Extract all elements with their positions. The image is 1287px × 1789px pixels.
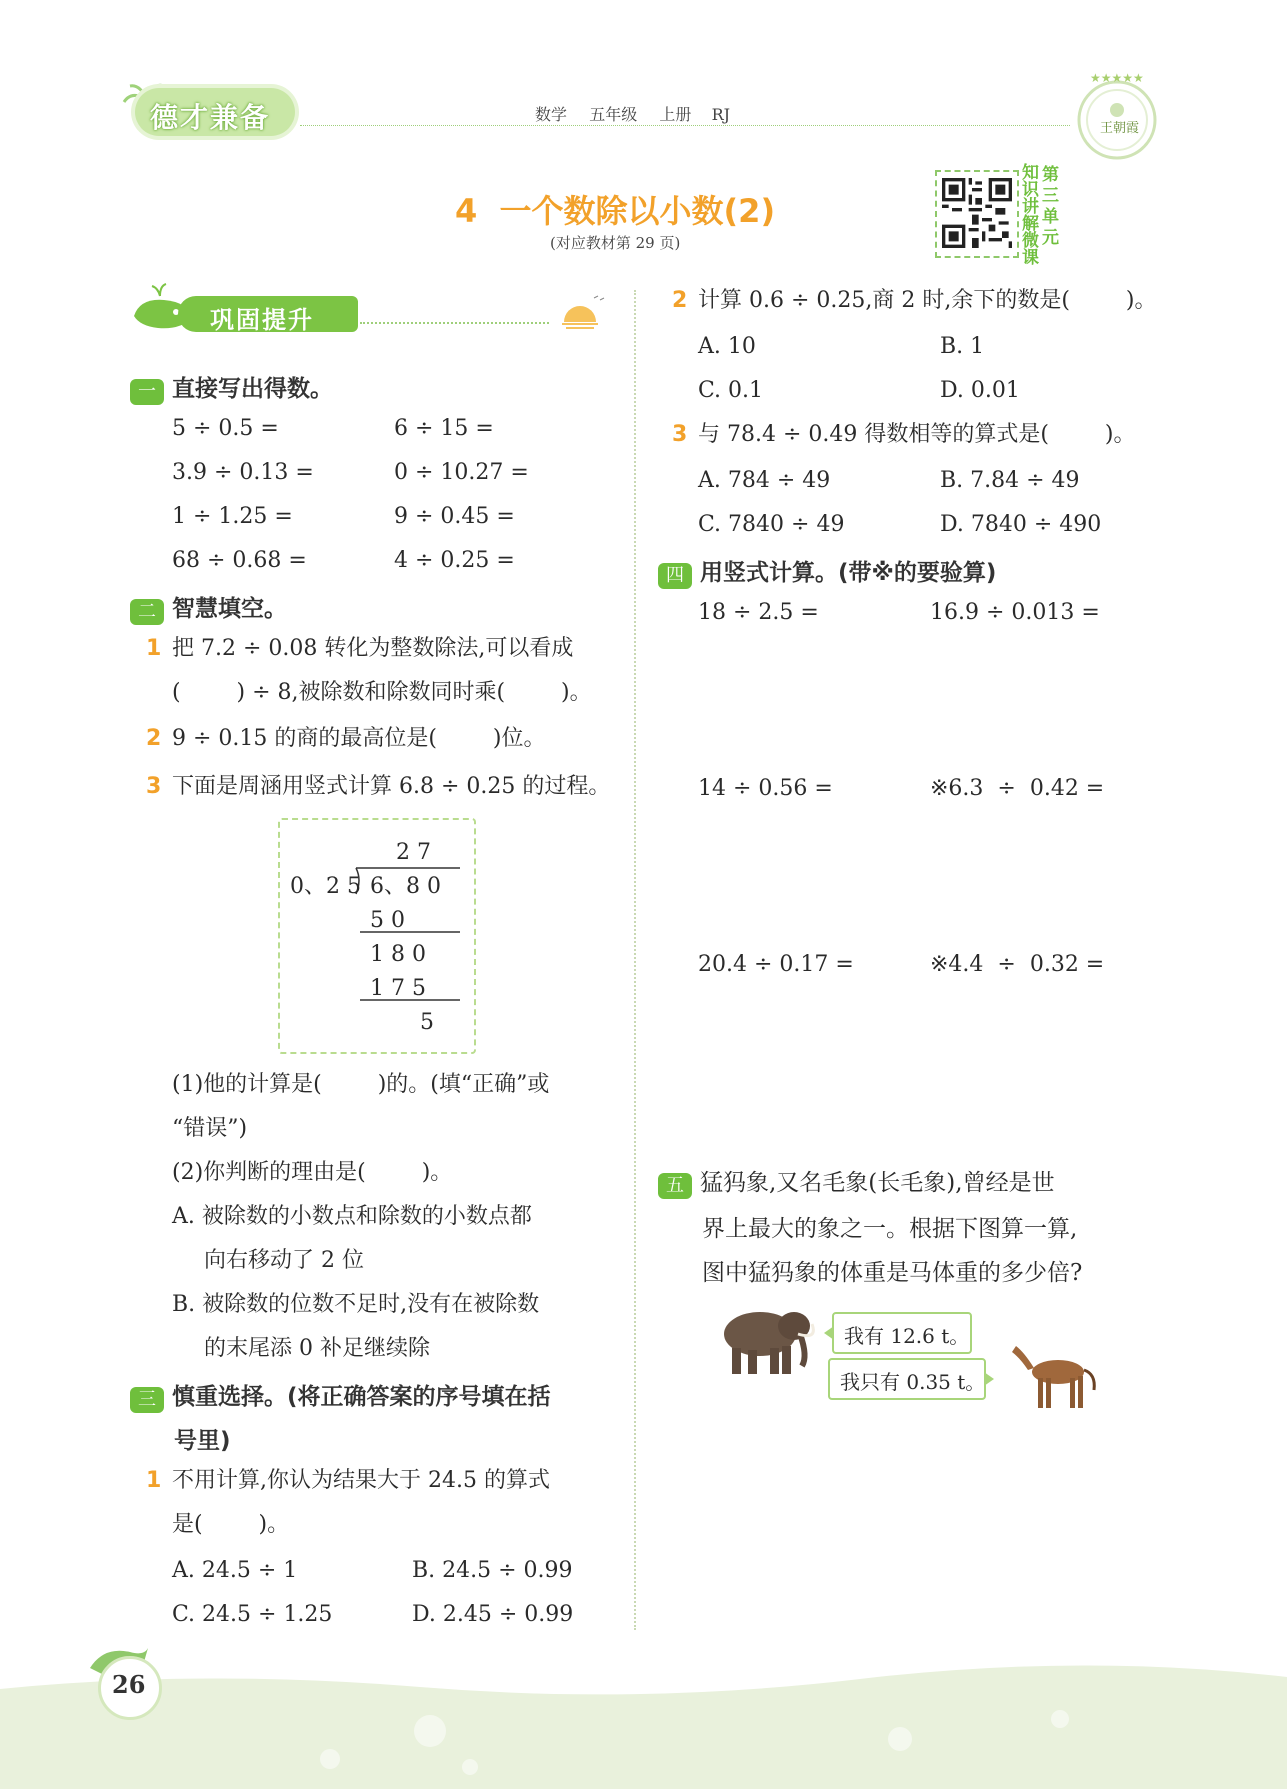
s1-item: 1 ÷ 1.25 =: [172, 504, 293, 529]
mammoth-speech-text: 我有 12.6 t。: [844, 1324, 970, 1348]
s2-q1-line2: ( ) ÷ 8,被除数和除数同时乘( )。: [172, 680, 592, 705]
header-info: [535, 102, 730, 125]
s3-q3-option: D. 7840 ÷ 490: [940, 512, 1102, 537]
section-banner: [130, 282, 610, 342]
s2-q1-line1: 把 7.2 ÷ 0.08 转化为整数除法,可以看成: [172, 636, 574, 661]
s4-item: 20.4 ÷ 0.17 =: [698, 952, 854, 977]
s3-q1-option: C. 24.5 ÷ 1.25: [172, 1602, 333, 1627]
sunset-icon: [550, 292, 610, 332]
mammoth-speech-bubble: [832, 1312, 972, 1354]
s1-item: 5 ÷ 0.5 =: [172, 416, 279, 441]
division-dividend: 6、8 0: [370, 874, 441, 899]
horse-speech-bubble: [828, 1358, 986, 1400]
s3-q2-option: B. 1: [940, 334, 985, 359]
s3-q3-option: C. 7840 ÷ 49: [698, 512, 845, 537]
qr-icon: [942, 178, 1012, 248]
page-title: 4 一个数除以小数(2): [455, 192, 776, 230]
section-2-heading: [130, 590, 287, 625]
section-5-line1: 猛犸象,又名毛象(长毛象),曾经是世: [700, 1170, 1055, 1196]
mammoth-illustration: [712, 1300, 822, 1380]
qr-side-label-b: 第三单元: [1042, 165, 1059, 248]
svg-text:★★★★★: ★★★★★: [1090, 71, 1144, 85]
page-subtitle: (对应教材第 29 页): [550, 234, 681, 252]
section-2-title: 智慧填空。: [172, 596, 287, 622]
s3-q2-option: A. 10: [698, 334, 756, 359]
section-4-heading: [658, 554, 996, 589]
s2-q3-p2: (2)你判断的理由是( )。: [172, 1160, 453, 1185]
s3-q1-option: B. 24.5 ÷ 0.99: [412, 1558, 573, 1583]
s4-item: 16.9 ÷ 0.013 =: [930, 600, 1100, 625]
s2-q3-option-b-line2: 的末尾添 0 补足继续除: [204, 1336, 430, 1361]
section-3-heading: [130, 1378, 551, 1413]
s1-item: 0 ÷ 10.27 =: [394, 460, 529, 485]
qr-code[interactable]: [935, 170, 1019, 258]
s3-q3-number: 3: [672, 422, 688, 447]
banner-label: 巩固提升: [210, 306, 314, 334]
division-quotient: 2 7: [396, 840, 431, 865]
section-1-badge: 一: [130, 379, 164, 405]
section-4-badge: 四: [658, 563, 692, 589]
s2-q3-text: 下面是周涵用竖式计算 6.8 ÷ 0.25 的过程。: [172, 774, 611, 799]
svg-text:王朝霞: 王朝霞: [1100, 121, 1140, 136]
header-subject: 数学: [535, 105, 568, 124]
column-divider: [634, 290, 636, 1630]
bubble-tail: [824, 1326, 834, 1340]
section-5-badge: 五: [658, 1173, 692, 1199]
horse-illustration: [1010, 1334, 1100, 1414]
header: [0, 60, 1287, 160]
s3-q1-option: D. 2.45 ÷ 0.99: [412, 1602, 574, 1627]
page-number: 26: [112, 1670, 146, 1699]
s4-item: 14 ÷ 0.56 =: [698, 776, 833, 801]
s4-item: ※4.4 ÷ 0.32 =: [930, 952, 1105, 977]
section-3-badge: 三: [130, 1387, 164, 1413]
s3-q2-number: 2: [672, 288, 688, 313]
s2-q3-p1-line1: (1)他的计算是( )的。(填“正确”或: [172, 1072, 550, 1097]
section-2-badge: 二: [130, 599, 164, 625]
division-lines: [280, 820, 474, 1052]
s3-q1-option: A. 24.5 ÷ 1: [172, 1558, 298, 1583]
footer-wave-decoration: [0, 1619, 1287, 1789]
s2-q3-p1-line2: “错误”): [172, 1116, 248, 1141]
header-logo-text: 德才兼备: [150, 101, 271, 134]
bubble-tail: [984, 1372, 994, 1386]
s2-q3-option-b-line1: B. 被除数的位数不足时,没有在被除数: [172, 1292, 540, 1317]
s3-q2-option: D. 0.01: [940, 378, 1020, 403]
division-remainder: 5: [420, 1010, 434, 1035]
s1-item: 4 ÷ 0.25 =: [394, 548, 515, 573]
s3-q1-line2: 是( )。: [172, 1512, 290, 1537]
section-1-title: 直接写出得数。: [172, 376, 333, 402]
s3-q1-line1: 不用计算,你认为结果大于 24.5 的算式: [172, 1468, 550, 1493]
s3-q3-option: A. 784 ÷ 49: [698, 468, 831, 493]
division-step2: 1 8 0: [370, 942, 426, 967]
header-rule: [300, 125, 1070, 126]
s1-item: 9 ÷ 0.45 =: [394, 504, 515, 529]
s1-item: 68 ÷ 0.68 =: [172, 548, 307, 573]
brand-seal-icon: [1070, 68, 1165, 163]
division-divisor: 0、2 5: [290, 874, 361, 899]
s2-q1-number: 1: [146, 636, 162, 661]
s4-item: ※6.3 ÷ 0.42 =: [930, 776, 1105, 801]
s3-q1-number: 1: [146, 1468, 162, 1493]
section-3-title-line2: 号里): [174, 1428, 231, 1454]
s2-q2-text: 9 ÷ 0.15 的商的最高位是( )位。: [172, 726, 546, 751]
s2-q2-number: 2: [146, 726, 162, 751]
section-3-title-line1: 慎重选择。(将正确答案的序号填在括: [172, 1384, 551, 1410]
section-5-line3: 图中猛犸象的体重是马体重的多少倍?: [702, 1260, 1083, 1286]
s4-item: 18 ÷ 2.5 =: [698, 600, 819, 625]
s1-item: 6 ÷ 15 =: [394, 416, 494, 441]
section-4-title: 用竖式计算。(带※的要验算): [700, 560, 997, 586]
division-step3: 1 7 5: [370, 976, 426, 1001]
section-5-line2: 界上最大的象之一。根据下图算一算,: [702, 1216, 1078, 1242]
section-5-heading: [658, 1170, 1055, 1199]
header-volume: 上册: [659, 105, 692, 124]
s2-q3-number: 3: [146, 774, 162, 799]
s2-q3-option-a-line1: A. 被除数的小数点和除数的小数点都: [172, 1204, 532, 1229]
header-edition: RJ: [711, 105, 731, 124]
horse-speech-text: 我只有 0.35 t。: [840, 1370, 986, 1394]
s3-q2-option: C. 0.1: [698, 378, 764, 403]
long-division-box: [278, 818, 476, 1054]
qr-side-label-a: 知识讲解微课: [1022, 163, 1039, 268]
header-grade: 五年级: [589, 105, 638, 124]
s3-q3-option: B. 7.84 ÷ 49: [940, 468, 1080, 493]
s2-q3-option-a-line2: 向右移动了 2 位: [204, 1248, 364, 1273]
s3-q2-text: 计算 0.6 ÷ 0.25,商 2 时,余下的数是( )。: [698, 288, 1157, 313]
section-1-heading: [130, 370, 333, 405]
s1-item: 3.9 ÷ 0.13 =: [172, 460, 314, 485]
s3-q3-text: 与 78.4 ÷ 0.49 得数相等的算式是( )。: [698, 422, 1136, 447]
division-step1: 5 0: [370, 908, 405, 933]
